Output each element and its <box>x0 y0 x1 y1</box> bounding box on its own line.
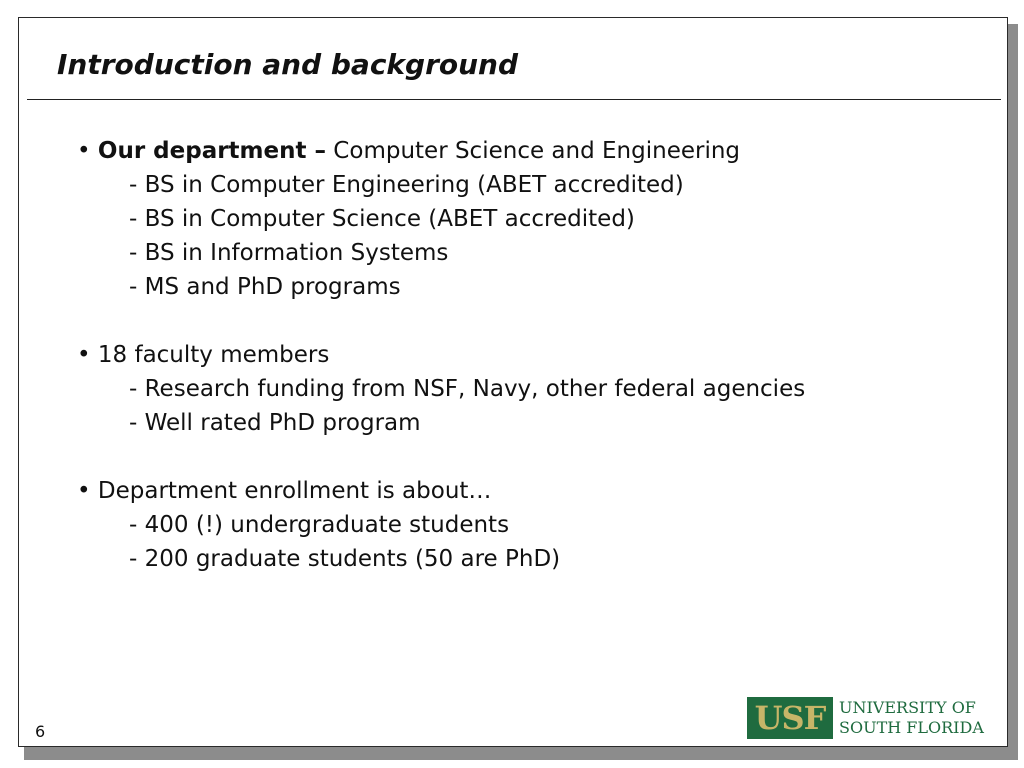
list-item: - BS in Information Systems <box>129 240 449 266</box>
heading-text: 18 faculty members <box>97 342 330 368</box>
logo-line-1: UNIVERSITY OF <box>839 698 976 717</box>
logo-mark: USF <box>747 697 833 739</box>
slide-content <box>77 134 805 610</box>
list-item: - BS in Computer Science (ABET accredited) <box>129 206 635 232</box>
logo-wordmark <box>839 698 984 738</box>
list-item: - 400 (!) undergraduate students <box>129 512 510 538</box>
section-department <box>77 134 805 304</box>
bullet-icon: • <box>77 342 91 368</box>
heading-bold: Our department – <box>97 138 326 164</box>
bullet-icon: • <box>77 138 91 164</box>
slide-title: Introduction and background <box>57 48 519 81</box>
logo-line-2: SOUTH FLORIDA <box>839 718 984 737</box>
list-item: - MS and PhD programs <box>129 274 401 300</box>
heading-text: Computer Science and Engineering <box>326 138 741 164</box>
bullet-icon: • <box>77 478 91 504</box>
bullet-heading <box>77 474 805 508</box>
list-item: - BS in Computer Engineering (ABET accredited) <box>129 172 684 198</box>
section-enrollment <box>77 474 805 576</box>
bullet-heading <box>77 338 805 372</box>
page-number: 6 <box>35 722 46 741</box>
section-faculty <box>77 338 805 440</box>
title-divider <box>27 99 1001 100</box>
heading-text: Department enrollment is about… <box>97 478 492 504</box>
list-item: - Well rated PhD program <box>129 410 421 436</box>
list-item: - 200 graduate students (50 are PhD) <box>129 546 561 572</box>
slide <box>18 17 1008 747</box>
usf-logo <box>747 694 984 742</box>
bullet-heading <box>77 134 805 168</box>
list-item: - Research funding from NSF, Navy, other federal agencies <box>129 376 806 402</box>
